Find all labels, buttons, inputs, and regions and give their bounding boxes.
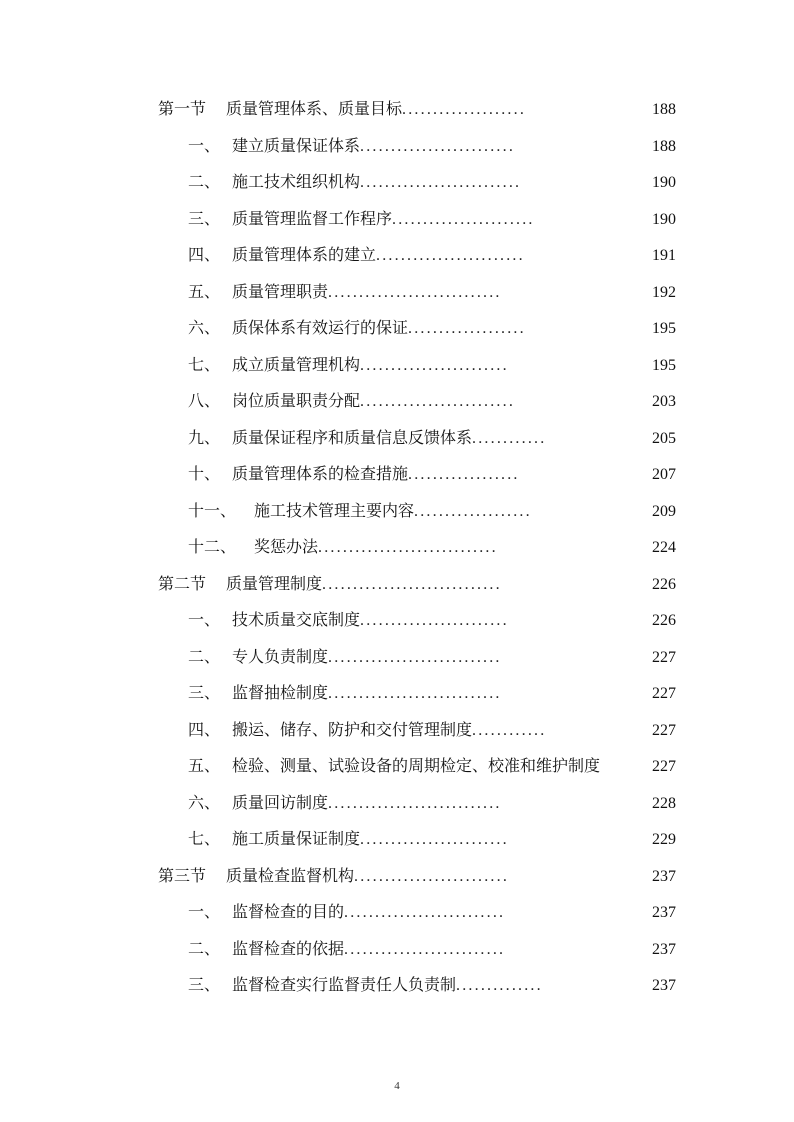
- toc-entry-title: 岗位质量职责分配: [232, 391, 361, 410]
- toc-dot-leader: .........................: [360, 393, 516, 410]
- toc-entry-number: 十一、: [188, 501, 237, 520]
- toc-entry-page: 237: [652, 904, 676, 921]
- toc-entry-title: 质量保证程序和质量信息反馈体系: [232, 428, 473, 447]
- toc-dot-leader: ............: [472, 430, 547, 447]
- toc-entry-number: 六、: [188, 793, 221, 812]
- toc-entry-title: 成立质量管理机构: [232, 355, 361, 374]
- toc-entry-title: 施工质量保证制度: [232, 829, 361, 848]
- toc-entry[interactable]: [188, 936, 676, 962]
- toc-entry-page: 237: [652, 977, 676, 994]
- toc-entry-page: 195: [652, 320, 676, 337]
- toc-entry-page: 190: [652, 211, 676, 228]
- toc-entry-title: 监督检查实行监督责任人负责制: [232, 975, 457, 994]
- toc-entry-page: 226: [652, 576, 676, 593]
- toc-entry-page: 228: [652, 795, 676, 812]
- toc-entry-title: 质量检查监督机构: [226, 866, 355, 885]
- toc-entry-page: 203: [652, 393, 676, 410]
- toc-entry[interactable]: [188, 425, 676, 451]
- toc-entry-number: 一、: [188, 136, 221, 155]
- toc-entry-title: 专人负责制度: [232, 647, 329, 666]
- toc-dot-leader: ........................: [360, 831, 509, 848]
- toc-entry-page: 229: [652, 831, 676, 848]
- toc-entry-page: 224: [652, 539, 676, 556]
- toc-dot-leader: ........................: [360, 357, 509, 374]
- toc-dot-leader: .............................: [322, 576, 502, 593]
- toc-dot-leader: ...................: [414, 503, 532, 520]
- toc-entry[interactable]: [188, 607, 676, 633]
- toc-entry-title: 质量管理体系、质量目标: [226, 99, 403, 118]
- page-number: 4: [394, 1080, 400, 1092]
- toc-entry[interactable]: [188, 242, 676, 268]
- toc-entry[interactable]: [188, 206, 676, 232]
- toc-entry-title: 质量管理体系的检查措施: [232, 464, 409, 483]
- toc-entry-title: 施工技术管理主要内容: [254, 501, 415, 520]
- toc-entry-number: 第二节: [158, 574, 207, 593]
- toc-dot-leader: ..............: [456, 977, 543, 994]
- toc-entry-number: 三、: [188, 683, 221, 702]
- toc-entry-page: 192: [652, 284, 676, 301]
- toc-entry-title: 检验、测量、试验设备的周期检定、校准和维护制度: [232, 756, 601, 775]
- toc-dot-leader: ........................: [360, 612, 509, 629]
- toc-entry[interactable]: [188, 790, 676, 816]
- toc-entry-number: 二、: [188, 647, 221, 666]
- toc-entry-number: 三、: [188, 209, 221, 228]
- toc-entry[interactable]: [188, 315, 676, 341]
- toc-entry[interactable]: [188, 826, 676, 852]
- toc-entry[interactable]: [188, 534, 676, 560]
- toc-entry[interactable]: [188, 680, 676, 706]
- toc-entry-title: 质保体系有效运行的保证: [232, 318, 409, 337]
- toc-dot-leader: ....................: [402, 101, 527, 118]
- toc-dot-leader: ..................: [408, 466, 520, 483]
- toc-dot-leader: ........................: [376, 247, 525, 264]
- toc-entry-title: 奖惩办法: [254, 537, 319, 556]
- toc-entry-number: 一、: [188, 902, 221, 921]
- toc-entry[interactable]: [188, 388, 676, 414]
- toc-entry-page: 227: [652, 649, 676, 666]
- toc-entry-title: 监督检查的目的: [232, 902, 345, 921]
- toc-entry[interactable]: [188, 972, 676, 998]
- toc-entry-page: 237: [652, 868, 676, 885]
- toc-entry[interactable]: [188, 498, 676, 524]
- toc-entry-title: 质量管理职责: [232, 282, 329, 301]
- toc-entry[interactable]: [188, 169, 676, 195]
- toc-entry-number: 九、: [188, 428, 221, 447]
- toc-entry-title: 施工技术组织机构: [232, 172, 361, 191]
- toc-entry-number: 第一节: [158, 99, 207, 118]
- toc-entry-page: 188: [652, 138, 676, 155]
- toc-entry-page: 190: [652, 174, 676, 191]
- toc-entry-page: 227: [652, 722, 676, 739]
- toc-entry-title: 质量回访制度: [232, 793, 329, 812]
- toc-entry[interactable]: [188, 279, 676, 305]
- toc-entry-number: 五、: [188, 282, 221, 301]
- toc-entry[interactable]: [188, 899, 676, 925]
- toc-entry-number: 六、: [188, 318, 221, 337]
- toc-entry-number: 一、: [188, 610, 221, 629]
- toc-entry[interactable]: [158, 863, 676, 889]
- toc-entry[interactable]: [188, 753, 676, 779]
- toc-dot-leader: .........................: [354, 868, 510, 885]
- toc-entry-page: 237: [652, 941, 676, 958]
- toc-entry-number: 二、: [188, 172, 221, 191]
- toc-entry-page: 188: [652, 101, 676, 118]
- toc-entry-page: 207: [652, 466, 676, 483]
- toc-entry[interactable]: [188, 717, 676, 743]
- toc-entry-page: 226: [652, 612, 676, 629]
- toc-entry-title: 监督抽检制度: [232, 683, 329, 702]
- toc-entry[interactable]: [188, 352, 676, 378]
- toc-dot-leader: ..........................: [344, 941, 506, 958]
- toc-dot-leader: ..........................: [344, 904, 506, 921]
- toc-dot-leader: ...................: [408, 320, 526, 337]
- toc-entry[interactable]: [188, 133, 676, 159]
- toc-entry-page: 227: [652, 685, 676, 702]
- toc-entry-number: 四、: [188, 245, 221, 264]
- toc-entry-number: 五、: [188, 756, 221, 775]
- toc-entry-title: 质量管理制度: [226, 574, 323, 593]
- toc-entry-number: 第三节: [158, 866, 207, 885]
- toc-entry-number: 二、: [188, 939, 221, 958]
- toc-dot-leader: ............................: [328, 284, 502, 301]
- toc-entry-title: 建立质量保证体系: [232, 136, 361, 155]
- toc-entry[interactable]: [158, 96, 676, 122]
- toc-dot-leader: .............................: [318, 539, 498, 556]
- toc-entry-title: 质量管理监督工作程序: [232, 209, 393, 228]
- toc-entry-number: 八、: [188, 391, 221, 410]
- toc-dot-leader: .........................: [360, 138, 516, 155]
- toc-entry-number: 十、: [188, 464, 221, 483]
- toc-entry-page: 205: [652, 430, 676, 447]
- toc-dot-leader: ............................: [328, 685, 502, 702]
- toc-entry[interactable]: [188, 644, 676, 670]
- toc-entry[interactable]: [188, 461, 676, 487]
- toc-entry-number: 四、: [188, 720, 221, 739]
- toc-entry-page: 227: [652, 758, 676, 775]
- toc-entry-number: 七、: [188, 355, 221, 374]
- toc-entry-number: 七、: [188, 829, 221, 848]
- toc-entry-title: 技术质量交底制度: [232, 610, 361, 629]
- toc-dot-leader: ..........................: [360, 174, 522, 191]
- toc-entry-title: 监督检查的依据: [232, 939, 345, 958]
- toc-entry-title: 质量管理体系的建立: [232, 245, 377, 264]
- toc-entry-number: 十二、: [188, 537, 237, 556]
- toc-entry-page: 191: [652, 247, 676, 264]
- toc-entry-page: 195: [652, 357, 676, 374]
- toc-dot-leader: .......................: [392, 211, 535, 228]
- toc-dot-leader: ............................: [328, 795, 502, 812]
- toc-entry-title: 搬运、储存、防护和交付管理制度: [232, 720, 473, 739]
- toc-entry[interactable]: [158, 571, 676, 597]
- toc-dot-leader: ............: [472, 722, 547, 739]
- toc-entry-page: 209: [652, 503, 676, 520]
- toc-dot-leader: ............................: [328, 649, 502, 666]
- toc-entry-number: 三、: [188, 975, 221, 994]
